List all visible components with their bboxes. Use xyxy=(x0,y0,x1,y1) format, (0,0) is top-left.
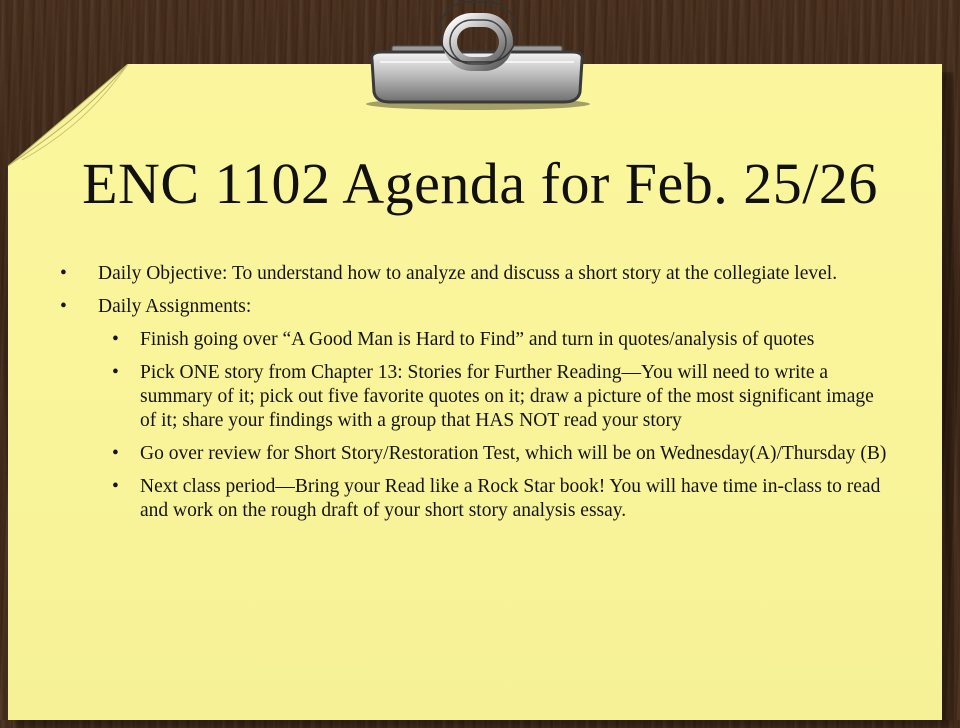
bullet-icon: • xyxy=(60,296,67,317)
list-item-text: Daily Assignments: xyxy=(98,296,252,317)
list-item-text: Daily Objective: To understand how to analyze and discuss a short story at the collegiate level. xyxy=(98,263,838,284)
binder-clip-icon xyxy=(358,0,596,110)
bullet-icon: • xyxy=(112,476,119,497)
bullet-icon: • xyxy=(60,263,67,284)
sub-item-review xyxy=(58,442,888,466)
sub-item-text: Pick ONE story from Chapter 13: Stories for Further Reading—You will need to write a summary of it; pick out five favorite quotes on it; draw a picture of the most significant image of it; share your findings with a group that HAS NOT read your story xyxy=(140,362,874,431)
sub-item-text: Finish going over “A Good Man is Hard to Find” and turn in quotes/analysis of quotes xyxy=(140,329,815,350)
bullet-icon: • xyxy=(112,443,119,464)
sub-item-next-class xyxy=(58,475,888,523)
bullet-icon: • xyxy=(112,329,119,350)
list-item-objective xyxy=(58,262,888,286)
agenda-list xyxy=(58,262,888,532)
sub-item-good-man xyxy=(58,328,888,352)
bullet-icon: • xyxy=(112,362,119,383)
slide-title: ENC 1102 Agenda for Feb. 25/26 xyxy=(82,151,878,216)
list-item-assignments xyxy=(58,295,888,319)
sub-item-text: Next class period—Bring your Read like a Rock Star book! You will have time in-class to read and work on the rough draft of your short story analysis essay. xyxy=(140,476,881,521)
sub-item-pick-story xyxy=(58,361,888,433)
sub-item-text: Go over review for Short Story/Restoration Test, which will be on Wednesday(A)/Thursday (B) xyxy=(140,443,887,464)
